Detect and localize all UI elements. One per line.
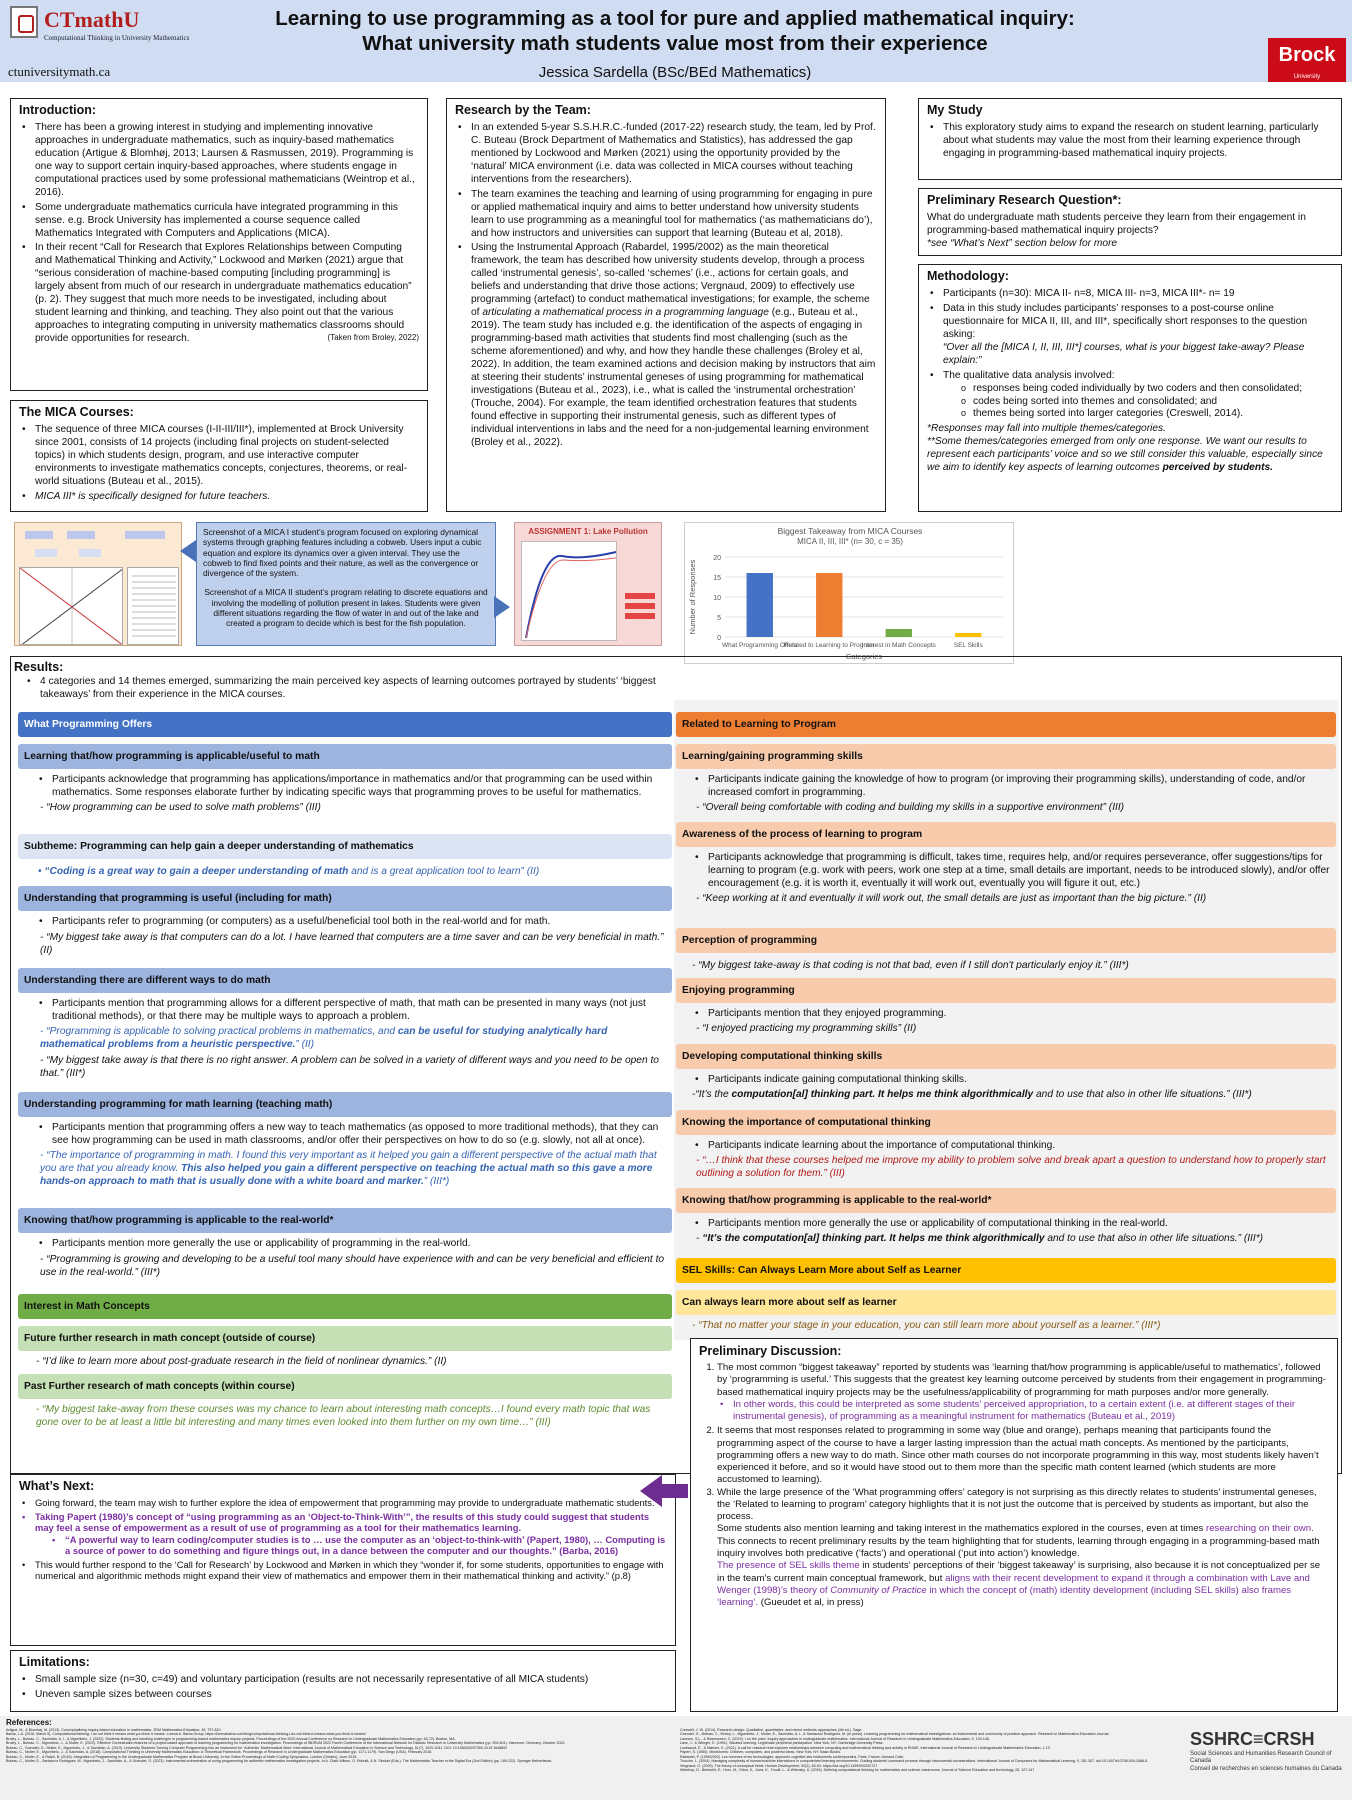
my-study-panel	[918, 98, 1342, 180]
rlp-t6b-wrap: - “…I think that these courses helped me improve my ability to problem solve and break apart a question to understand how to properly start outlining a solution for them.” (III)	[696, 1154, 1326, 1179]
reference-entry: Vergnaud, G. (2009). The theory of conceptual fields. Human Development, 52(2), 83-94. https://doi.org/10.1159/000202727	[680, 1763, 878, 1768]
t4d: ” (III*)	[423, 1175, 450, 1187]
reference-entry: Weintrop, D., Beheshti, E., Horn, M., Orton, K., Jona, K., Trouill, L., & Wilensky, U. (2016). Defining computational thinking for mathematics and science classrooms. Journal of Science Education and technology, 25, 127-147	[680, 1768, 1035, 1773]
pollution-curve-icon	[522, 542, 618, 642]
limitations-panel	[10, 1650, 676, 1712]
methodology-panel	[918, 264, 1342, 512]
rlp-t6a: • Participants indicate learning about the importance of computational thinking.	[692, 1140, 1330, 1153]
theme-real-world-desc: • Participants mention more generally the use or applicability of programming in the real-world.	[36, 1238, 666, 1251]
t3b: “Programming is applicable to solving practical problems in mathematics, and	[46, 1025, 398, 1037]
chart-y-tick-label: 20	[713, 555, 721, 562]
screenshot-button	[625, 593, 655, 599]
theme-different-quote-1: - “Programming is applicable to solving practical problems in mathematics, and can be useful for studying analytically hard mathematical problems from a heuristic perspective.” (II)	[40, 1025, 608, 1050]
research-team-heading: Research by the Team:	[455, 103, 591, 117]
imc-t1a: “I’d like to learn more about post-graduate research in the field of nonlinear dynamics.” (II)	[42, 1356, 447, 1367]
chart-y-tick-label: 0	[717, 635, 721, 642]
method-point-2	[927, 303, 1333, 368]
rlp-t5d: and to use that also in other life situations.” (III*)	[1033, 1088, 1252, 1100]
theme-programming-useful-body	[36, 916, 666, 958]
theme-math-learning-teaching: Understanding programming for math learning (teaching math)	[18, 1092, 672, 1117]
arrow-left-icon	[180, 540, 196, 562]
ctmathu-logo-subtitle: Computational Thinking in University Mathematics	[44, 34, 190, 42]
disc-p3f: in students’ perceptions of their ‘biggest takeaway’ is surprising, also because it is not conceptualized per se in the team’s current main conceptual framework, but	[717, 1560, 1321, 1584]
subtheme-deeper-understanding: Subtheme: Programming can help gain a deeper understanding of mathematics	[18, 834, 672, 859]
research-question-panel	[918, 188, 1342, 256]
rlp-t5a: • Participants indicate gaining computational thinking skills.	[692, 1074, 1330, 1087]
theme-real-world-programming: Knowing that/how programming is applicable to the real-world*	[18, 1208, 672, 1233]
rlp-t4b-wrap: - “I enjoyed practicing my programming skills” (II)	[696, 1022, 917, 1034]
method-note-2-text: **Some themes/categories emerged from only one response. We want our results to represent each participants’ voice and so we still consider this valuable, especially since we aim to identify key aspects of learning outcomes	[927, 436, 1323, 474]
website-url: ctuniversitymath.ca	[8, 64, 111, 79]
rlp-t5c: computation[al] thinking part. It helps me think algorithmically	[731, 1088, 1034, 1100]
theme-enjoying: Enjoying programming	[676, 978, 1336, 1003]
chart-x-label: Categories	[845, 652, 883, 661]
limitation-point-2: • Uneven sample sizes between courses	[19, 1689, 667, 1702]
sshrc-logo	[1190, 1728, 1348, 1774]
rlp-t4b: “I enjoyed practicing my programming skills” (II)	[702, 1022, 917, 1034]
chart-x-tick-label: SEL Skills	[953, 642, 983, 649]
intro-point-2: • Some undergraduate mathematics curricula have integrated programming in this sense. e.g. Brock University has implemented a course sequence called Mathematics Integrated with Computers and Applications (MICA).	[19, 202, 419, 241]
theme-different-quote-2: - “My biggest take away is that there is no right answer. A problem can be solved in a variety of different ways and you need to be open to that.” (III*)	[40, 1054, 659, 1079]
screenshot-2-caption: Screenshot of a MICA II student’s program relating to discrete equations and involving the modelling of pollution present in lakes. Students were given different situations regarding the flow of water in and out of the lake and created a program to decide which is best for the fish population.	[204, 587, 488, 628]
rlp-t1b: “Overall being comfortable with coding and building my skills in a supportive environment” (III)	[702, 801, 1125, 813]
disc-p3b: Some students also mention learning and taking interest in the mathematics explored in the courses, even at times	[717, 1523, 1207, 1535]
theme-teaching-quote: - “The importance of programming in math. I found this very important as it helped you gain a different perspective of the actual math that you are that you already know. This also helped you gain a different perspective on teaching the actual math so this gave a more hands-on approach to math that is usually done with a white board and marker.” (III*)	[40, 1149, 657, 1187]
theme-applicable-quote-text: “How programming can be used to solve math problems” (III)	[46, 801, 321, 813]
intro-point-3	[19, 242, 419, 346]
arrow-shaft	[660, 1484, 688, 1498]
intro-point-3-text: In their recent “Call for Research that Explores Relationships between Computing and Mathematical Thinking and Activity,” Lockwood and Mørken (2021) argue that “serious consideration of machine-based computing [including programming] is largely absent from much of our research in undergraduate mathematics education” (p. 2). They suggest that much more needs to be investigated, including about student learning and thinking, and teaching. They also point out that the various approaches to integrating computing in university mathematics classrooms should provide opportunities for research.	[35, 242, 412, 345]
subtheme-quote-bold: “Coding is a great way to gain a deeper understanding of math	[44, 866, 349, 877]
theme-applicable-useful-body	[36, 774, 666, 815]
category-sel-skills: SEL Skills: Can Always Learn More about Self as Learner	[676, 1258, 1336, 1283]
theme-process-body	[692, 852, 1330, 906]
chart-bar-0	[747, 573, 773, 637]
disc-p3c: researching on their own.	[1206, 1523, 1314, 1535]
cobweb-lines-icon	[20, 568, 123, 645]
discussion-panel	[690, 1338, 1338, 1712]
reference-entry: Barba, L.A. (2016, March 5). Computational thinking: I do not think it means what you think it means. Lorena A. Barba Group. https://lorenabarba.com/blog/computational-thinking-i-do-not-think-it-means-what-you-think-it-means/	[6, 1732, 366, 1737]
theme-real-world-quote: - “Programming is growing and developing to be a useful tool many should have experience with and can be very beneficial and efficient to use in the real-world.” (III*)	[40, 1253, 665, 1278]
theme-future-research-quote: - “I’d like to learn more about post-graduate research in the field of nonlinear dynamics.” (II)	[36, 1356, 447, 1367]
discussion-point-3	[717, 1487, 1329, 1610]
mica2-program-screenshot	[514, 522, 662, 646]
theme-teaching-desc: • Participants mention that programming offers a new way to teach mathematics (as opposed to more traditional methods), that they can see how programming can be used in math classrooms, and/or offer their perspectives on how to do so (e.g. slowly, not all at once).	[36, 1122, 666, 1148]
chart-title: Biggest Takeaway from MICA Courses	[777, 526, 923, 536]
next-p3: • “A powerful way to learn coding/computer studies is to … use the computer as an ‘object-to-think-with’ (Papert, 1980), … Computing is a source of power to do something and figure things out, in a dance between the computer and our thoughts.” (Barba, 2016)	[49, 1534, 667, 1557]
theme-skills-body	[692, 774, 1330, 815]
rlp-t7-quote: - “It’s the computation[al] thinking part. It helps me think algorithmically and to use that also in other life situations.” (III*)	[696, 1232, 1264, 1244]
theme-past-research-quote: - “My biggest take-away from these courses was my chance to learn about interesting math concepts…I found every math topic that was gone over to be at least a little bit interesting and many times even looked into them further on my own time…” (III)	[36, 1404, 651, 1428]
pollution-plot	[521, 541, 617, 641]
category-what-programming-offers: What Programming Offers	[18, 712, 672, 737]
results-heading: Results:	[14, 660, 64, 674]
next-point-1: • Going forward, the team may wish to further explore the idea of empowerment that programming may provide to undergraduate mathematic students.	[19, 1497, 667, 1508]
theme-ct-skills-body	[692, 1074, 1330, 1102]
theme-perception: Perception of programming	[676, 928, 1336, 953]
reference-entry: Rabardel, P. (1995/2002). Les hommes et les technologies; approche cognitive des instruments contemporains. Paris, France: Armand Colin.	[680, 1754, 905, 1759]
research-question-heading: Preliminary Research Question*:	[927, 193, 1122, 207]
disc-p3: While the large presence of the ‘What programming offers’ category is not surprising as this directly relates to students’ instrumental geneses, the ‘Related to learning to program’ category highlights that it is not just the outcome that is perceived by students as important, but also the process.	[717, 1486, 1317, 1523]
category-interest-math-concepts: Interest in Math Concepts	[18, 1294, 672, 1319]
title-line-1: Learning to use programming as a tool for pure and applied mathematical inquiry:	[275, 7, 1075, 30]
next-point-4: • This would further respond to the ‘Call for Research’ by Lockwood and Mørken in which they “wonder if, for some students, opportunities to engage with numerical and algorithmic methods might expand their view of mathematics and empower them in their mathematical thinking and activity.” (p.8)	[19, 1559, 667, 1582]
reference-entry: Lave, J., & Wenger, E. (1991). Situated learning: Legitimate peripheral participation. New York, NY: Cambridge University Press.	[680, 1741, 884, 1746]
reference-entry: Trouche, L. (2004). Managing complexity of human/machine interactions in computerized learning environments: Guiding students’ command process through instrumental orchestrations. International Journal of Computers for Mathematical Learning, 9, 281-307. doi:10.1007/s10758-004-3468-5	[680, 1759, 1148, 1764]
sel-quote: - “That no matter your stage in your education, you can still learn more about yourself as a learner.” (III*)	[692, 1320, 1161, 1331]
my-study-point: • This exploratory study aims to expand the research on student learning, particularly about what students may value the most from their learning experience through engaging in programming-based mathematical inquiry projects.	[927, 122, 1333, 161]
ctmathu-logo-icon	[10, 6, 38, 38]
subtheme-quote: • “Coding is a great way to gain a deeper understanding of math and is a great application tool to learn” (II)	[38, 866, 540, 877]
whats-next-heading: What’s Next:	[19, 1479, 95, 1493]
rlp-t4a: • Participants mention that they enjoyed programming.	[692, 1008, 1330, 1021]
methodology-heading: Methodology:	[927, 269, 1009, 283]
method-point-3-text: The qualitative data analysis involved:	[943, 369, 1115, 381]
method-sub-1: o responses being coded individually by two coders and then consolidated;	[959, 383, 1333, 396]
rlp-t1a: • Participants indicate gaining the knowledge of how to program (or improving their programming skills), understanding of code, and/or increased comfort in programming.	[692, 774, 1330, 800]
chart-subtitle: MICA II, III, III* (n= 30, c = 35)	[797, 537, 903, 546]
chart-y-label: Number of Responses	[688, 559, 697, 635]
t4b: “The importance of programming in math. I found this very important as it helped you gain a different perspective of the actual math that you are that you already know.	[40, 1149, 657, 1174]
disc-p3i: in which the concept of (math) identity development (including SEL skills) also frames ‘learning’.	[717, 1584, 1292, 1609]
disc-p1: The most common “biggest takeaway” reported by students was ‘learning that/how programming is applicable/useful to mathematics’, followed by ‘programming is useful.’ This suggests that the greatest key learning outcome perceived by students from their engagement in programming-based mathematical inquiry projects may be the usefulness/applicability of programming for math purposes and/or more generally.	[717, 1362, 1326, 1398]
team-point-3c: (e.g., Buteau et al., 2019). The team study has included e.g. the identification of the aspects of engaging in programming-based math activities that students find most challenging (such as the scheme aforementioned) and why, and how they handle these challenges (Broley et al, 2022). In addition, the team examined actions and decision making by instructors that aim at steering their students’ instrumental geneses of using programming for mathematical investigations (Buteau et al., 2023), i.e., what is called the ‘instrumental orchestration’ (Trouche, 2004). For example, the team identified orchestration features that students found effective in supporting their instrumental genesis, such as different types of individual interventions in labs and the need for a non-judgemental learning environment (Broley et al., 2022).	[471, 307, 876, 448]
t3c: can be useful for studying analytically hard mathematical problems from a heuristic perspective.	[40, 1025, 608, 1050]
team-point-3b: articulating a mathematical process in a programming language	[482, 307, 769, 319]
theme-applicable-desc: • Participants acknowledge that programming has applications/importance in mathematics and/or that programming can be used within mathematics. Some responses elaborate further by indicating specific ways that programming proves to be useful for mathematics.	[36, 774, 666, 800]
whats-next-panel	[10, 1474, 676, 1646]
category-learning-to-program: Related to Learning to Program	[676, 712, 1336, 737]
bar-chart-svg	[685, 523, 1015, 665]
references-heading: References:	[6, 1718, 52, 1727]
theme-ct-skills: Developing computational thinking skills	[676, 1044, 1336, 1069]
research-team-panel	[446, 98, 886, 512]
disc-p3g: aligns with their recent development to expand it through a combination with Lave and Wenger (1998)’s theory of	[717, 1572, 1310, 1596]
theme-useful-desc: • Participants refer to programming (or computers) as a useful/beneficial tool both in the real-world and for math.	[36, 916, 666, 929]
reference-entry: Creswell, J. W. (2014). Research design: Qualitative, quantitative, and mixed methods approaches (4th ed.). Sage.	[680, 1728, 863, 1732]
rlp-t5b: “It’s the	[695, 1088, 732, 1100]
screenshot-1-caption: Screenshot of a MICA I student’s program focused on exploring dynamical systems through graphing features including a cobweb. Users input a cubic equation and explore its dynamics over a given interval. They use the cobweb to find fixed points and their nature, as well as the convergence or divergence of the system.	[203, 527, 482, 578]
chart-x-tick-label: Interest in Math Concepts	[861, 642, 936, 649]
method-question: “Over all the [MICA I, II, III, III*] courses, what is your biggest take-away? Please explain:”	[943, 341, 1305, 366]
rlp-t5-quote: -“It’s the computation[al] thinking part. It helps me think algorithmically and to use that also in other life situations.” (III*)	[692, 1088, 1252, 1100]
disc-p1s: • In other words, this could be interpreted as some students’ perceived appropriation, to a certain extent (i.e. at different stages of their instrumental genesis), of programming as a meaningful instrument for mathematics (Buteau et al., 2019)	[717, 1399, 1329, 1424]
screenshot-input-box	[25, 531, 53, 539]
screenshot-cobweb-plot	[19, 567, 123, 645]
rlp-t6b: “…I think that these courses helped me improve my ability to problem solve and break apart a question to understand how to properly start outlining a solution for them.” (III)	[696, 1154, 1326, 1179]
title-line-2: What university math students value most from their experience	[362, 32, 988, 55]
t3e: “My biggest take away is that there is no right answer. A problem can be solved in a variety of different ways and you need to be open to that.” (III*)	[40, 1054, 659, 1079]
rlp-t7a: • Participants mention more generally the use or applicability of computational thinking in the real-world.	[692, 1218, 1330, 1231]
ctmathu-logo	[10, 6, 220, 56]
rlp-t7c: and to use that also in other life situations.” (III*)	[1044, 1232, 1264, 1244]
theme-ct-real-world: Knowing that/how programming is applicable to the real-world*	[676, 1188, 1336, 1213]
mica-point-2: • MICA III* is specifically designed for future teachers.	[19, 491, 419, 504]
method-point-2-text: Data in this study includes participants’ responses to a post-course online questionnaire for MICA II, III, and III*, specifically short responses to the question asking:	[943, 302, 1308, 340]
rlp-t1b-wrap: - “Overall being comfortable with coding and building my skills in a supportive environment” (III)	[696, 801, 1125, 813]
next-point-2	[19, 1511, 667, 1557]
my-study-heading: My Study	[927, 103, 983, 117]
chart-y-tick-label: 10	[713, 595, 721, 602]
theme-past-research: Past Further research of math concepts (within course)	[18, 1374, 672, 1399]
research-question-text: What do undergraduate math students perceive they learn from their engagement in programming-based mathematical inquiry projects?	[927, 211, 1306, 236]
theme-applicable-quote	[36, 802, 666, 815]
next-p2: Taking Papert (1980)’s concept of “using programming as an ‘Object-to-Think-With’”, the results of this study could suggest that students may feel a sense of empowerment as a result of use of programming as a tool for their mathematics learning.	[35, 1510, 650, 1534]
method-point-3	[927, 370, 1333, 422]
screenshot-button	[625, 613, 655, 619]
screenshot-table	[127, 567, 179, 645]
mica1-program-screenshot	[14, 522, 182, 646]
rlp-t3a: “My biggest take-away is that coding is not that bad, even if I still don't particularly enjoy it.” (III*)	[698, 960, 1129, 971]
theme-ct-importance: Knowing the importance of computational thinking	[676, 1110, 1336, 1135]
arrow-left-purple-icon	[640, 1475, 662, 1507]
method-note-1: *Responses may fall into multiple themes/categories.	[927, 423, 1166, 435]
mica-courses-panel	[10, 400, 428, 512]
limitation-point-1: • Small sample size (n=30, c=49) and voluntary participation (results are not necessarily representative of all MICA students)	[19, 1674, 667, 1687]
reference-entry: Buteau, C., Gueudet, G., Muller, E., Mgombelo, J., & Sacristán, A. (2019). University Students Turning Computer Programming into an Instrument for ‘Authentic’ Mathematical Work. International Journal of Mathematical Education in Science and Technology, 51(7), 1020-1041. DOI: 10.1080/0020739X.2019.1648892	[6, 1745, 508, 1750]
chart-y-tick-label: 5	[717, 615, 721, 622]
references-right-column	[680, 1728, 1180, 1773]
disc-p3e: The presence of SEL skills theme	[717, 1560, 860, 1572]
theme-real-world-body	[36, 1238, 666, 1280]
theme-useful-quote: - “My biggest take away is that computers can do a lot. I have learned that computers are a time saver and can be very beneficial in math.” (II)	[40, 931, 664, 956]
team-point-1: • In an extended 5-year S.S.H.R.C.-funded (2017-22) research study, the team, led by Prof. C. Buteau (Brock Department of Mathematics and Statistics), has addressed the gap mentioned by Lockwood and Mørken (2021) using the opportunity provided by the ‘natural’ MICA environment (i.e. data was collected in MICA courses without teaching interventions from the researchers).	[455, 122, 877, 187]
theme-different-ways-body	[36, 998, 666, 1081]
theme-math-learning-body	[36, 1122, 666, 1189]
chart-bar-2	[886, 629, 912, 637]
method-point-1: • Participants (n=30): MICA II- n=8, MICA III- n=3, MICA III*- n= 19	[927, 288, 1333, 301]
arrow-right-icon	[494, 596, 510, 618]
screenshot-input-box	[125, 531, 165, 539]
discussion-point-1	[717, 1362, 1329, 1423]
introduction-heading: Introduction:	[19, 103, 97, 117]
chart-y-tick-label: 15	[713, 575, 721, 582]
brock-logo-sub: University	[1293, 74, 1321, 80]
team-point-3a: Using the Instrumental Approach (Rabardel, 1995/2002) as the main theoretical framework, the team has described how university students develop, through a process called ‘instrumental genesis’, so-called ‘schemes’ (i.e., actions for certain goals, and beliefs and understanding that drive those actions; Vergnaud, 2009) to effectively use programming (artefact) to conduct mathematical investigations; for example, the scheme of	[471, 242, 870, 319]
theme-future-research: Future further research in math concept (outside of course)	[18, 1326, 672, 1351]
theme-different-ways: Understanding there are different ways to do math	[18, 968, 672, 993]
rlp-t2b: “Keep working at it and eventually it will work out, the small details are just as important than the big picture.” (II)	[702, 892, 1207, 904]
reference-entry: Buteau, C., Muller, E., Mgombelo, J., & Sacristán, A. (2018). Computational Thinking in University Mathematics Education: A Theoretical Framework. Proceedings of Research in Undergraduate Mathematics Education (pp. 1171-1179). San Diego (USA), February 2018.	[6, 1750, 433, 1755]
rlp-t7b: “It’s the computation[al] thinking part. It helps me think algorithmically	[702, 1232, 1045, 1244]
discussion-heading: Preliminary Discussion:	[699, 1344, 842, 1358]
t5b: “Programming is growing and developing to be a useful tool many should have experience with and can be very beneficial and efficient to use in the real-world.” (III*)	[40, 1253, 665, 1278]
sshrc-logo-sub-fr: Conseil de recherches en sciences humaines du Canada	[1190, 1766, 1342, 1773]
mica-point-1: • The sequence of three MICA courses (I-II-III/III*), implemented at Brock University since 2001, consists of 14 projects (including final projects on student-selected topics) in which students design, program, and use interactive computer environments to investigate mathematics concepts, conjectures, theorems, or real-world situations (Buteau et al., 2015).	[19, 424, 419, 489]
reference-entry: Lockwood, E., & Mørken, K. (2021). A call for research that explores relationships between computing and mathematical thinking and activity in RUME. International Journal of Research in Undergraduate Mathematics Education, 1-13.	[680, 1745, 1051, 1750]
theme-ct-importance-body	[692, 1140, 1330, 1181]
brock-logo	[1268, 38, 1346, 82]
subtheme-quote-rest: and is a great application tool to learn” (II)	[348, 866, 540, 877]
table-rows-icon	[128, 568, 180, 646]
rlp-t2a: • Participants acknowledge that programming is difficult, takes time, requires help, and/or requires perseverance, offer suggestions/tips for learning to program (e.g. work with peers, work one step at a time, small details are important, needs to be introduced slowly), and/or offer encouragement (e.g. it is worth it, eventually it will work out, eventually you will figure it out, etc.)	[692, 852, 1330, 891]
method-sub-2: o codes being sorted into themes and consolidated; and	[959, 396, 1333, 409]
results-summary-point: • 4 categories and 14 themes emerged, summarizing the main perceived key aspects of learning outcomes portrayed by students’ ‘biggest takeaways’ from their experience in the MICA courses.	[24, 676, 664, 702]
brock-logo-text: Brock	[1278, 44, 1336, 66]
poster-title	[230, 6, 1120, 56]
lake-pollution-title: ASSIGNMENT 1: Lake Pollution	[528, 527, 648, 536]
disc-p3j: (Gueudet et al, in press)	[758, 1597, 864, 1609]
references-area	[0, 1716, 1352, 1800]
screenshot-input-box	[67, 531, 95, 539]
reference-entry: Gueudet, G., Buteau, C., Broley, L., Mgombelo, J., Muller, E., Sacristán, A. I., & Santacruz Rodriguez, M. (in press). Learning programming for mathematical investigations: an instrumental and community of practice approach. Research in Mathematics Education Journal.	[680, 1732, 1110, 1737]
reference-entry: Broley, L., Buteau, C., Mgombelo, J., & Muller, E. (2022). Effective Orchestration features of a project-based approach to learning programming for mathematics investigation. Proceedings of INDRUM 2022 Fourth Conference of the International Network for Didactic Research in University Mathematics (pp. 592-601). Hannover, Germany. October 2022.	[6, 1741, 566, 1746]
sshrc-logo-sub-en: Social Sciences and Humanities Research Council of Canada	[1190, 1750, 1332, 1765]
research-question-note: *see “What’s Next” section below for more	[927, 237, 1118, 249]
introduction-panel	[10, 98, 428, 391]
disc-p3d: This connects to recent preliminary results by the team highlighting that for students, learning through engaging in a programming-based math inquiry involves both predicative (‘facts’) and operational (‘put into action’) knowledge.	[717, 1535, 1320, 1559]
screenshot-button	[35, 549, 57, 557]
t3d: ” (II)	[295, 1038, 315, 1050]
screenshot-button	[625, 603, 655, 609]
theme-ct-real-world-body	[692, 1218, 1330, 1246]
intro-citation: (Taken from Broley, 2022)	[327, 333, 419, 343]
chart-bar-1	[816, 573, 842, 637]
theme-enjoying-body	[692, 1008, 1330, 1036]
t4c: This also helped you gain a different perspective on teaching the actual math so this gave a more hands-on approach to math that is usually done with a white board and marker.	[40, 1162, 653, 1187]
theme-learning-process: Awareness of the process of learning to program	[676, 822, 1336, 847]
theme-learn-self: Can always learn more about self as learner	[676, 1290, 1336, 1315]
method-sub-3: o themes being sorted into larger categories (Creswell, 2014).	[959, 408, 1333, 421]
results-summary	[24, 676, 664, 704]
author: Jessica Sardella (BSc/BEd Mathematics)	[538, 64, 812, 81]
mica-heading: The MICA Courses:	[19, 405, 134, 419]
sshrc-logo-text: SSHRC≡CRSH	[1190, 1729, 1315, 1749]
screenshot-captions-box	[196, 522, 496, 646]
imc-t2a: “My biggest take-away from these courses was my chance to learn about interesting math concepts…I found every math topic that was gone over to be at least a little bit interesting and many times even looked into them further on my own time…” (III)	[36, 1404, 651, 1428]
reference-entry: Broley, L., Buteau, C., Sacristán, A. I., & Mgombelo, J. (2022). Students finding and handling challenges in programming-based mathematics inquiry projects. Proceedings of the 2020 Annual Conference on Research in Undergraduate Mathematics Education (pp. 63-72). Boston, MA.	[6, 1736, 456, 1741]
references-left-column	[6, 1728, 666, 1764]
theme-programming-skills: Learning/gaining programming skills	[676, 744, 1336, 769]
discussion-point-2: 2. It seems that most responses related to programming in some way (blue and orange), perhaps meaning that participants found the programming aspect of the course to have a larger lasting impression than the actual math concepts. As mentioned by the participants, programming offers a new way to do math. Since other math courses do not incorporate programming in this way, most students likely haven’t experienced it before, and so it would have stood out to them more than the specific math content learned (which students are more accustomed to learning).	[717, 1425, 1329, 1486]
theme-programming-useful: Understanding that programming is useful (including for math)	[18, 886, 672, 911]
team-point-3	[455, 242, 877, 449]
takeaway-chart	[684, 522, 1014, 664]
reference-entry: Buteau, C., Muller, E., & Ralph, B. (2015). Integration of Programming in the Undergraduate Mathematics Program at Brock University. In the Online Proceedings of Math+Coding Symposium, London (Ontario), June 2015.	[6, 1754, 358, 1759]
reference-entry: Artigue, M., & Blomhøj, M. (2013). Conceptualizing inquiry-based education in mathematics. ZDM Mathematics Education, 45, 797-810.	[6, 1728, 222, 1732]
ctmathu-logo-text: CTmathU	[44, 7, 140, 32]
method-note-2	[927, 436, 1333, 475]
sel-t1a: “That no matter your stage in your education, you can still learn more about yourself as a learner.” (III*)	[698, 1320, 1161, 1331]
theme-applicable-useful-math: Learning that/how programming is applicable/useful to math	[18, 744, 672, 769]
screenshot-button	[79, 549, 101, 557]
limitations-heading: Limitations:	[19, 1655, 90, 1669]
chart-x-tick-label: Related to Learning to Program	[783, 642, 875, 649]
disc-p3h: Community of Practice	[830, 1584, 927, 1596]
method-note-2-bold: perceived by students.	[1162, 462, 1273, 474]
rlp-t3a-wrap: - “My biggest take-away is that coding is not that bad, even if I still don't particularly enjoy it.” (III*)	[692, 960, 1129, 971]
reference-entry: Buteau, C., Muller, E., Santacruz Rodriguez, M., Mgombelo, J., Sacristán, A., & Gueudet, G. (2023). Instrumental orchestration of using programming for authentic mathematics investigation projects. In A. Clark-Wilson, O. Robutti, & N. Sinclair (Eds.), The Mathematics Teacher in the Digital Era (2nd Edition) (pp. 189-222). Springer Netherlands.	[6, 1759, 553, 1764]
reference-entry: Laursen, S.L., & Rasmussen, C. (2019). I on the prize: Inquiry approaches in undergraduate mathematics. International Journal of Research in Undergraduate Mathematics Education, 5, 129-146.	[680, 1736, 990, 1741]
theme-different-desc: • Participants mention that programming allows for a different perspective of math, that math can be presented in many ways (not just traditional methods), or that there may be multiple ways to approach a problem.	[36, 998, 666, 1024]
dash-icon: -	[40, 801, 47, 813]
rlp-t2b-wrap: - “Keep working at it and eventually it will work out, the small details are just as important than the big picture.” (II)	[696, 892, 1207, 904]
intro-point-1: • There has been a growing interest in studying and implementing innovative approaches in undergraduate mathematics, such as inquiry-based mathematics education (Artigue & Blomhøj, 2013; Laursen & Rasmussen, 2019). Programming is one way to support certain inquiry-based approaches, where students engage in computational practices used by some professional mathematicians (Weintrop et al., 2016).	[19, 122, 419, 200]
chart-bar-3	[955, 633, 981, 637]
chart-x-tick-label: What Programming Offers	[722, 642, 798, 649]
reference-entry: Papert, S. (1980). Mindstorms: Children, computers, and powerful ideas. New York, NY: Basic Books.	[680, 1750, 841, 1755]
team-point-2: • The team examines the teaching and learning of using programming for engaging in pure or applied mathematical inquiry and aims to better understand how university students learn to use programming as a meaningful tool for mathematics (‘as mathematicians do’), and how instructors and universities can support that learning (Buteau et al, 2018).	[455, 189, 877, 241]
theme-useful-quote-text: “My biggest take away is that computers can do a lot. I have learned that computers are a time saver and can be very beneficial in math.” (II)	[40, 931, 664, 956]
